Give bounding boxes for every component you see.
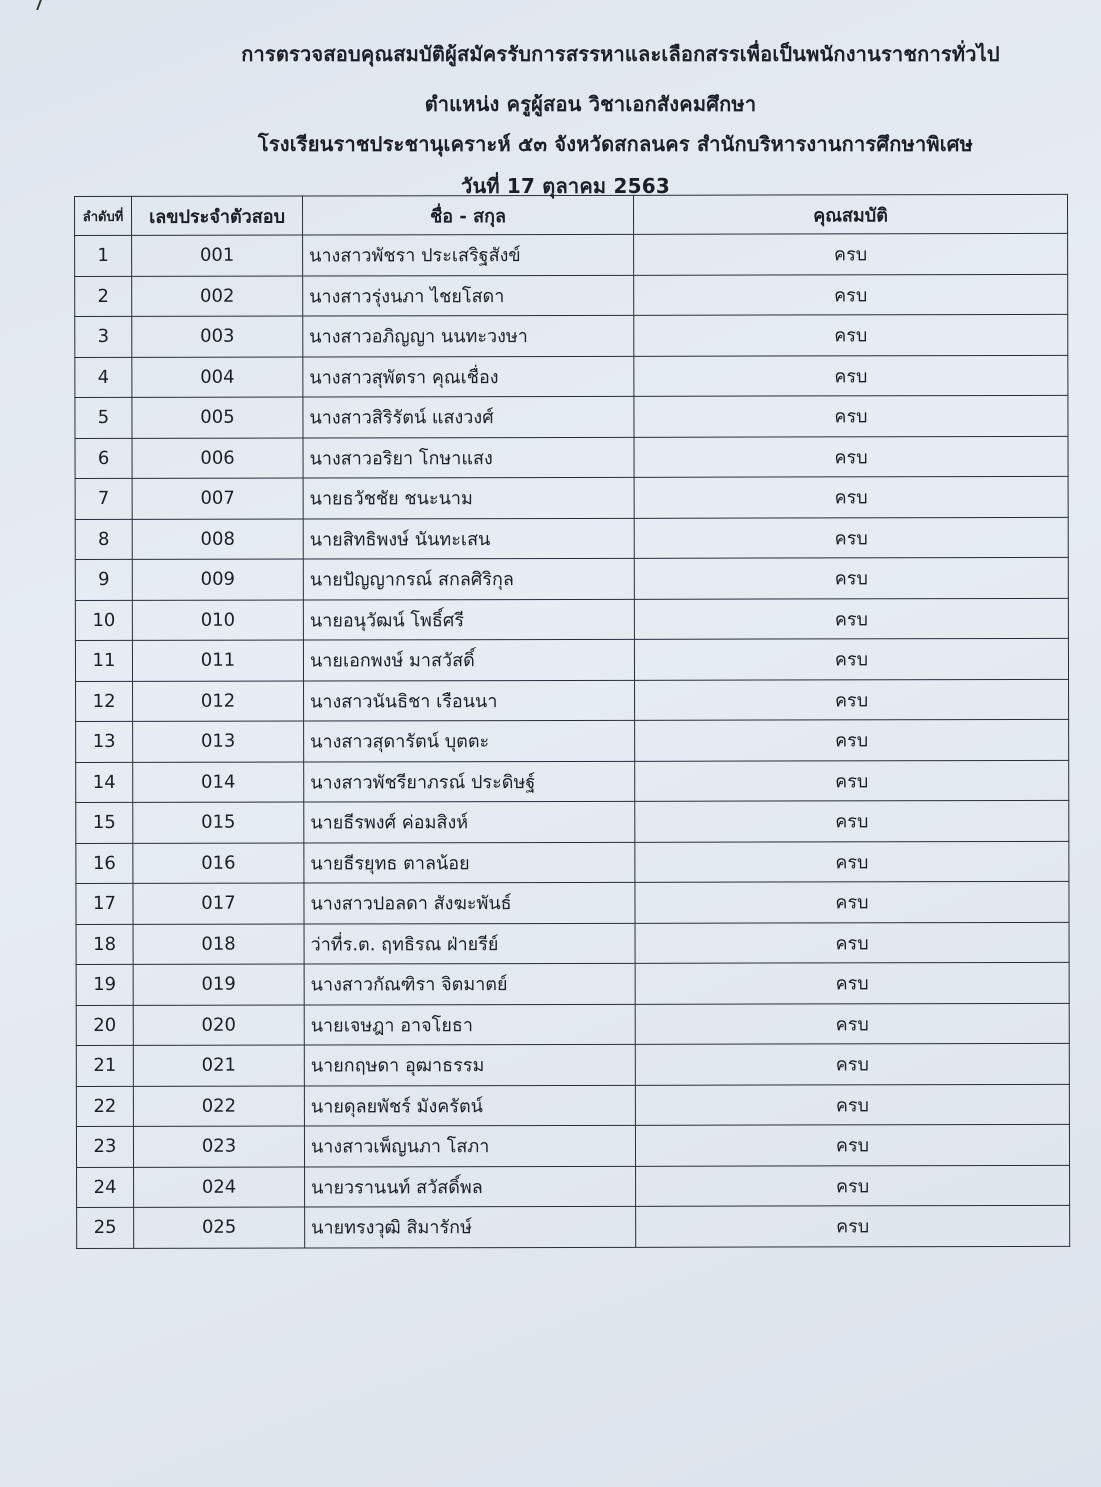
column-header-qualification: คุณสมบัติ [633,194,1067,234]
row-order: 8 [75,519,132,560]
row-name: นายกฤษดา อุฒาธรรม [304,1044,635,1085]
row-name: นางสาวปอลดา สังฆะพันธ์ [304,882,635,923]
row-exam-id: 007 [132,478,303,519]
row-order: 7 [75,478,132,519]
row-qualification: ครบ [634,395,1068,436]
row-exam-id: 003 [132,316,303,357]
header-title: การตรวจสอบคุณสมบัติผู้สมัครรับการสรรหาและเลือกสรรเพื่อเป็นพนักงานราชการทั่วไป [241,42,1000,66]
row-qualification: ครบ [635,922,1069,963]
row-exam-id: 015 [133,802,304,843]
table-row [75,476,1068,519]
table-row [76,719,1069,762]
table-row [75,638,1068,681]
row-exam-id: 022 [133,1086,304,1127]
row-name: นางสาวสุดารัตน์ บุตตะ [304,720,635,761]
row-name: นายเอกพงษ์ มาสวัสดิ์ [303,639,634,680]
row-order: 3 [75,316,132,357]
row-name: นายเจษฎา อาจโยธา [304,1004,635,1045]
row-order: 5 [75,397,132,438]
row-exam-id: 008 [132,519,303,560]
row-order: 14 [76,762,133,803]
row-qualification: ครบ [635,1124,1069,1165]
row-exam-id: 005 [132,397,303,438]
table-row [75,436,1068,479]
row-qualification: ครบ [635,881,1069,922]
header-position: ตำแหน่ง ครูผู้สอน วิชาเอกสังคมศึกษา [424,92,757,116]
row-exam-id: 020 [133,1005,304,1046]
row-qualification: ครบ [634,355,1068,396]
row-exam-id: 001 [132,235,303,276]
row-name: นางสาวกัณฑิรา จิตมาตย์ [304,963,635,1004]
row-order: 24 [77,1167,134,1208]
row-order: 20 [76,1005,133,1046]
row-name: นางสาวเพ็ญนภา โสภา [304,1125,635,1166]
row-qualification: ครบ [634,436,1068,477]
row-qualification: ครบ [634,598,1068,639]
row-order: 18 [76,924,133,965]
row-order: 21 [76,1045,133,1086]
table-row [77,1165,1070,1208]
row-order: 10 [75,600,132,641]
row-qualification: ครบ [634,476,1068,517]
table-row [76,922,1069,965]
row-qualification: ครบ [635,1003,1069,1044]
row-name: นางสาวพัชรียาภรณ์ ประดิษฐ์ [304,761,635,802]
row-order: 13 [76,721,133,762]
row-order: 25 [77,1207,134,1248]
table-row [75,233,1068,276]
row-exam-id: 004 [132,357,303,398]
row-qualification: ครบ [634,557,1068,598]
row-qualification: ครบ [635,800,1069,841]
header-school: โรงเรียนราชประชานุเคราะห์ ๕๓ จังหวัดสกลนคร สำนักบริหารงานการศึกษาพิเศษ [257,132,974,156]
qualification-table [74,194,1070,1249]
table-row [75,557,1068,600]
row-name: นายอนุวัฒน์ โพธิ์ศรี [303,599,634,640]
row-qualification: ครบ [635,719,1069,760]
column-header-order: ลำดับที่ [75,196,132,235]
column-header-name: ชื่อ - สกุล [303,195,634,235]
row-name: นางสาวอริยา โกษาแสง [303,437,634,478]
table-row [75,274,1068,317]
row-qualification: ครบ [634,314,1068,355]
table-row [75,598,1068,641]
row-order: 1 [75,235,132,276]
row-qualification: ครบ [635,1043,1069,1084]
row-qualification: ครบ [635,962,1069,1003]
row-exam-id: 019 [133,964,304,1005]
row-exam-id: 014 [133,762,304,803]
row-name: นายดุลยพัชร์ มังครัตน์ [304,1085,635,1126]
table-row [76,1003,1069,1046]
row-exam-id: 011 [132,640,303,681]
qualification-table-wrapper [74,196,1068,1249]
row-exam-id: 013 [133,721,304,762]
row-name: นางสาวอภิญญา นนทะวงษา [303,315,634,356]
row-order: 17 [76,883,133,924]
row-exam-id: 021 [133,1045,304,1086]
row-qualification: ครบ [634,233,1068,274]
row-order: 16 [76,843,133,884]
table-row [75,314,1068,357]
row-qualification: ครบ [636,1165,1070,1206]
row-name: นายธีรพงศ์ ค่อมสิงห์ [304,801,635,842]
row-exam-id: 012 [133,681,304,722]
row-name: นายทรงวุฒิ สิมารักษ์ [305,1206,636,1247]
row-exam-id: 018 [133,924,304,965]
row-order: 22 [76,1086,133,1127]
row-order: 2 [75,276,132,317]
paper-fold-mark [24,0,42,10]
row-name: นายวรานนท์ สวัสดิ์พล [305,1166,636,1207]
row-order: 15 [76,802,133,843]
row-name: นายธีรยุทธ ตาลน้อย [304,842,635,883]
table-row [76,1043,1069,1086]
table-row [75,517,1068,560]
table-row [76,679,1069,722]
column-header-exam-id: เลขประจำตัวสอบ [132,196,303,235]
row-name: นางสาวนันธิชา เรือนนา [304,680,635,721]
row-exam-id: 016 [133,843,304,884]
row-order: 9 [75,559,132,600]
table-row [75,355,1068,398]
table-row [76,881,1069,924]
row-qualification: ครบ [634,638,1068,679]
row-name: นายธวัชชัย ชนะนาม [303,477,634,518]
row-order: 19 [76,964,133,1005]
row-name: นางสาวพัชรา ประเสริฐสังข์ [303,234,634,275]
header-date: วันที่ 17 ตุลาคม 2563 [461,174,670,198]
row-qualification: ครบ [635,760,1069,801]
table-row [76,1084,1069,1127]
row-exam-id: 024 [134,1167,305,1208]
table-body [75,233,1070,1248]
table-row [76,760,1069,803]
table-row [77,1205,1070,1248]
row-name: นายสิทธิพงษ์ นันทะเสน [303,518,634,559]
row-exam-id: 017 [133,883,304,924]
row-exam-id: 025 [134,1207,305,1248]
row-order: 4 [75,357,132,398]
row-name: นางสาวรุ่งนภา ไชยโสดา [303,275,634,316]
row-qualification: ครบ [635,841,1069,882]
table-row [76,1124,1069,1167]
table-row [76,962,1069,1005]
row-exam-id: 009 [132,559,303,600]
row-name: ว่าที่ร.ต. ฤทธิรณ ฝ่ายรีย์ [304,923,635,964]
table-row [76,800,1069,843]
row-qualification: ครบ [634,274,1068,315]
table-row [75,395,1068,438]
row-exam-id: 023 [133,1126,304,1167]
table-row [76,841,1069,884]
row-exam-id: 006 [132,438,303,479]
row-name: นางสาวสุพัตรา คุณเชื่อง [303,356,634,397]
row-name: นายปัญญากรณ์ สกลศิริกุล [303,558,634,599]
row-name: นางสาวสิริรัตน์ แสงวงศ์ [303,396,634,437]
row-order: 12 [76,681,133,722]
row-qualification: ครบ [635,1084,1069,1125]
row-qualification: ครบ [635,679,1069,720]
row-exam-id: 010 [132,600,303,641]
row-qualification: ครบ [634,517,1068,558]
table-header-row [75,194,1068,235]
row-order: 11 [75,640,132,681]
row-exam-id: 002 [132,276,303,317]
row-qualification: ครบ [636,1205,1070,1246]
row-order: 6 [75,438,132,479]
row-order: 23 [76,1126,133,1167]
